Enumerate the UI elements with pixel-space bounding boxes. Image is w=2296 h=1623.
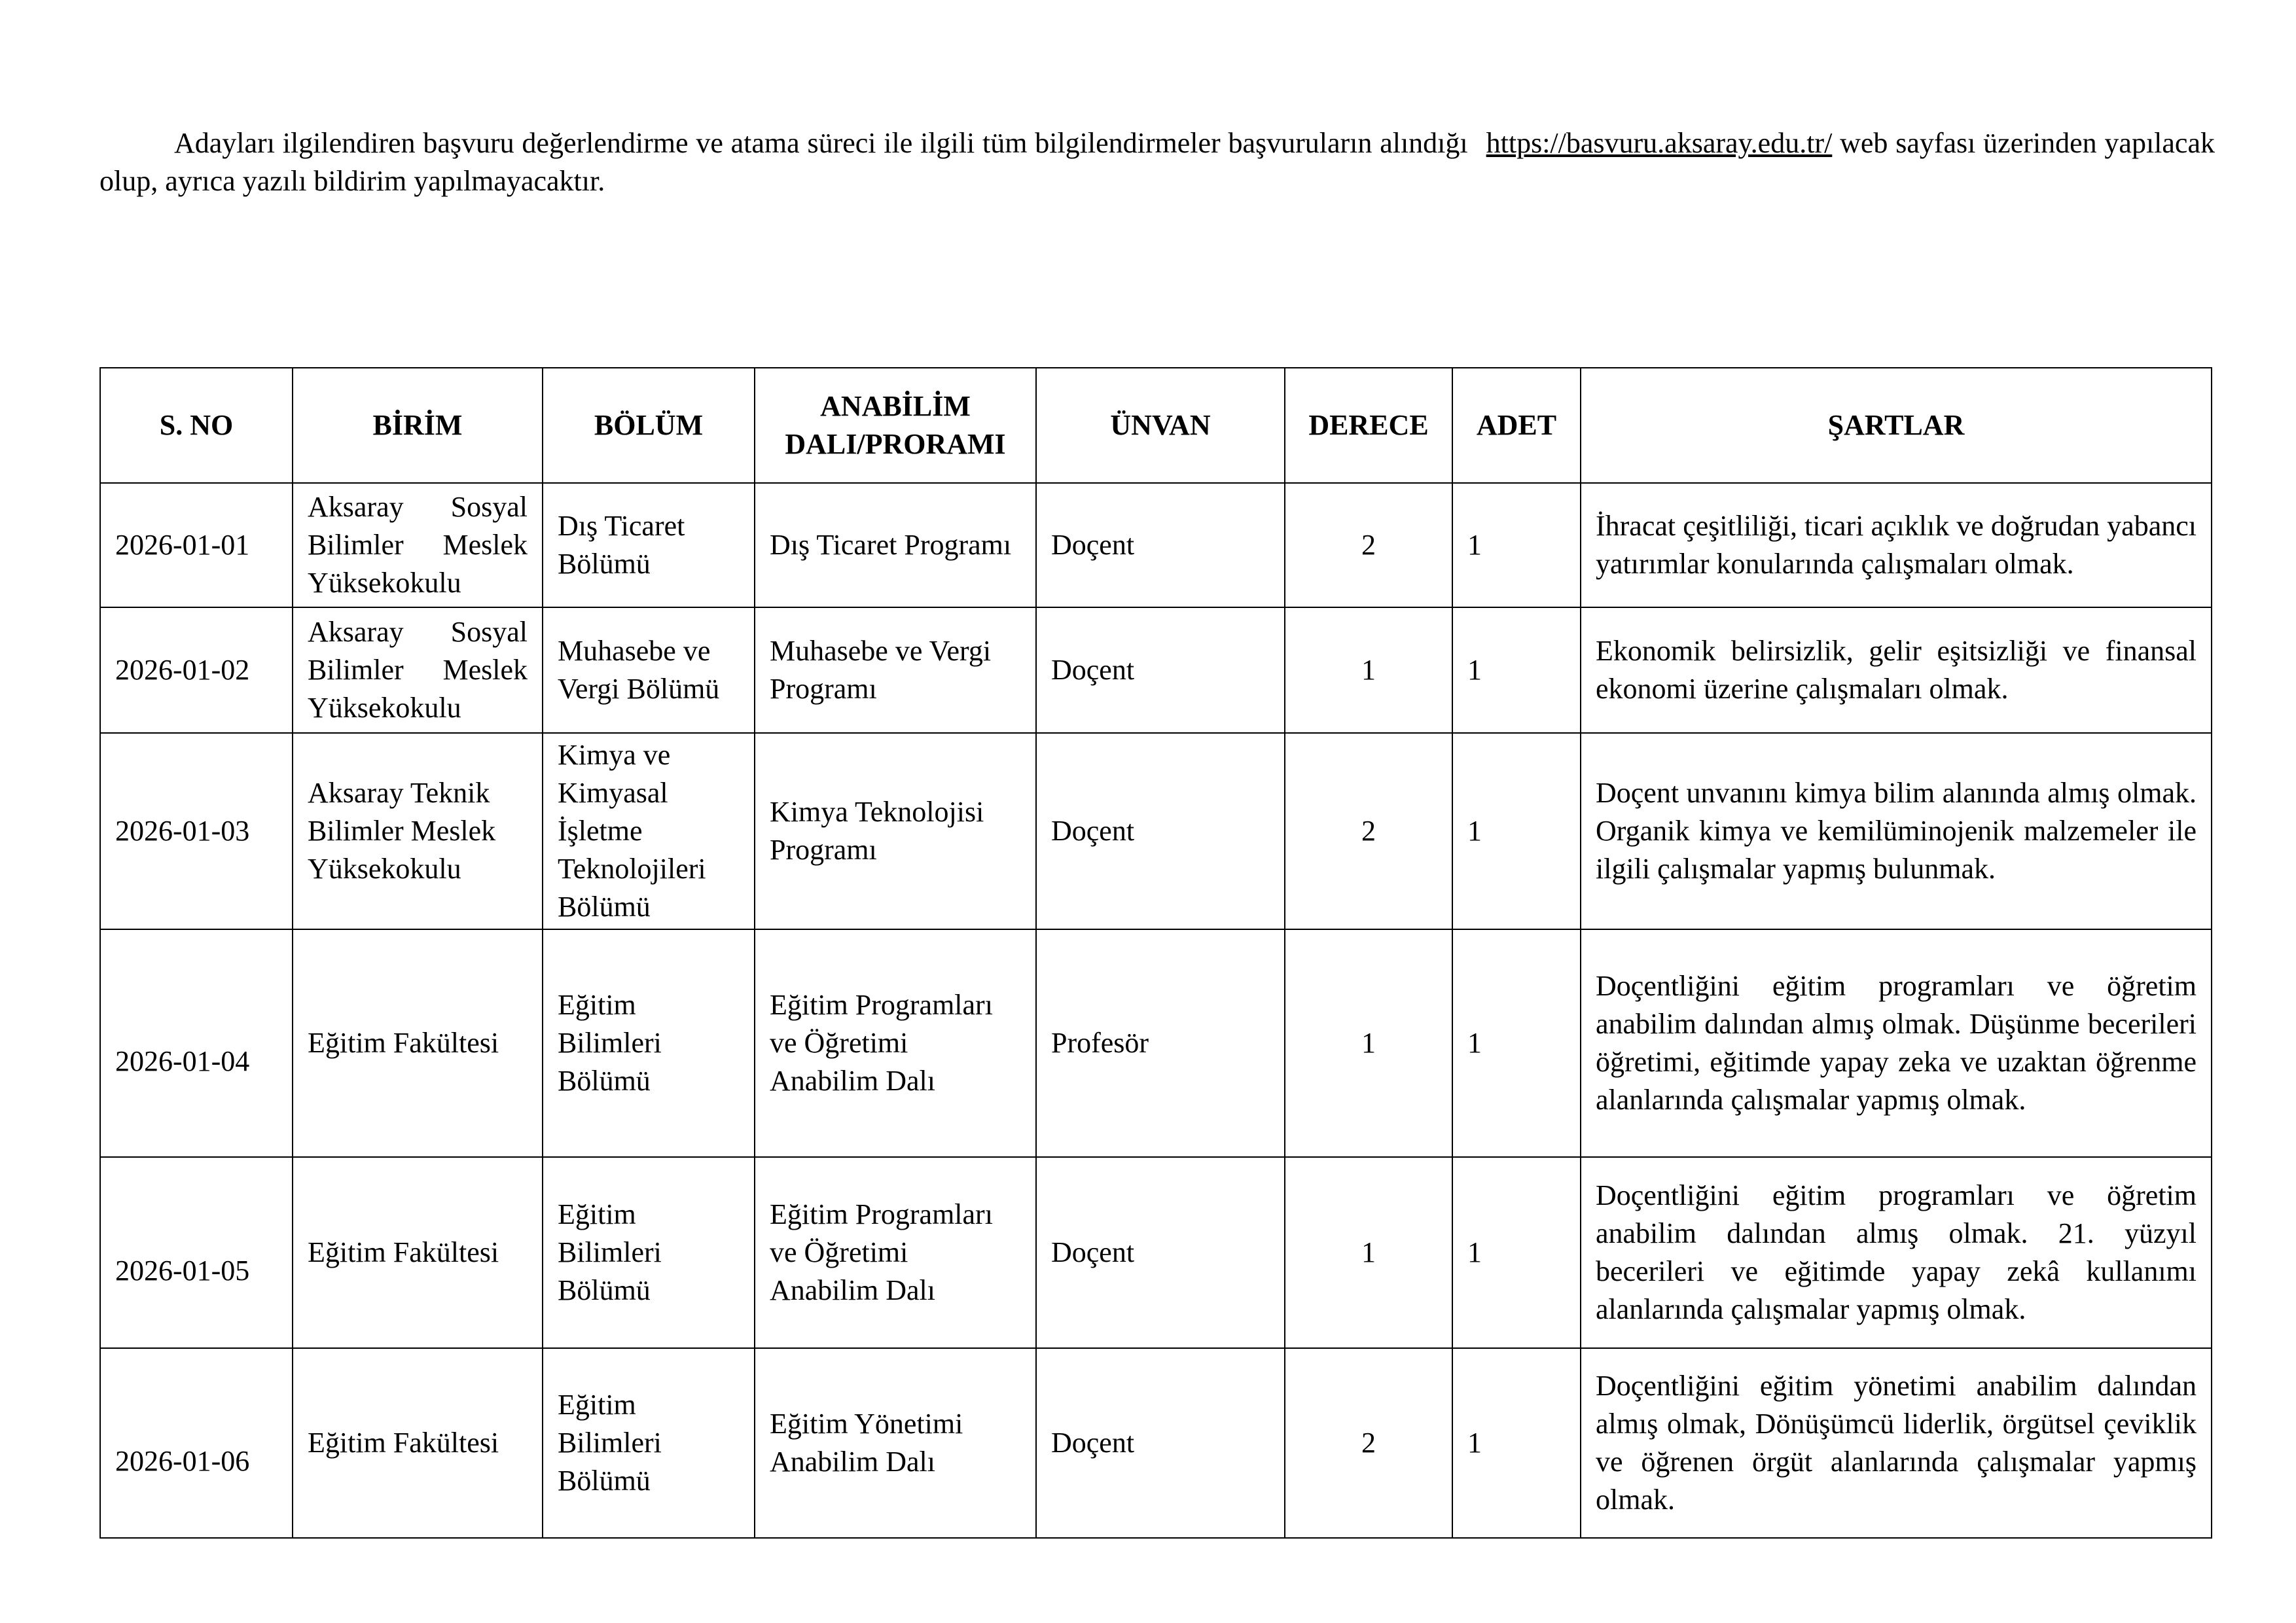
cell-birim: Eğitim Fakültesi bbox=[293, 1348, 543, 1538]
table-row bbox=[100, 1157, 2212, 1348]
cell-anabilim: Eğitim Programları ve Öğretimi Anabilim Dalı bbox=[755, 929, 1036, 1157]
cell-birim: Aksaray Sosyal Bilimler Meslek Yüksekokulu bbox=[293, 483, 543, 607]
cell-sno: 2026-01-05 bbox=[100, 1157, 293, 1348]
intro-text: Adayları ilgilendiren başvuru değerlendirme ve atama süreci ile ilgili tüm bilgilendirmeler başvuruların alındığı bbox=[174, 127, 1468, 159]
table-row bbox=[100, 483, 2212, 607]
cell-bolum: Eğitim Bilimleri Bölümü bbox=[543, 929, 755, 1157]
cell-adet: 1 bbox=[1452, 1348, 1581, 1538]
cell-unvan: Doçent bbox=[1036, 733, 1285, 929]
cell-anabilim: Dış Ticaret Programı bbox=[755, 483, 1036, 607]
cell-derece: 1 bbox=[1285, 607, 1452, 733]
header-adet: ADET bbox=[1452, 368, 1581, 483]
header-derece: DERECE bbox=[1285, 368, 1452, 483]
cell-unvan: Doçent bbox=[1036, 483, 1285, 607]
cell-birim: Aksaray Teknik Bilimler Meslek Yüksekokulu bbox=[293, 733, 543, 929]
intro-paragraph bbox=[99, 124, 2215, 200]
header-birim: BİRİM bbox=[293, 368, 543, 483]
cell-bolum: Eğitim Bilimleri Bölümü bbox=[543, 1157, 755, 1348]
cell-adet: 1 bbox=[1452, 1157, 1581, 1348]
cell-unvan: Doçent bbox=[1036, 1348, 1285, 1538]
table-row bbox=[100, 607, 2212, 733]
cell-birim: Eğitim Fakültesi bbox=[293, 1157, 543, 1348]
positions-table bbox=[99, 367, 2212, 1539]
cell-adet: 1 bbox=[1452, 929, 1581, 1157]
cell-unvan: Doçent bbox=[1036, 607, 1285, 733]
cell-birim: Eğitim Fakültesi bbox=[293, 929, 543, 1157]
cell-sartlar: Doçentliğini eğitim yönetimi anabilim dalından almış olmak, Dönüşümcü liderlik, örgütsel çeviklik ve öğrenen örgüt alanlarında çalışmalar yapmış olmak. bbox=[1581, 1348, 2212, 1538]
cell-derece: 1 bbox=[1285, 1157, 1452, 1348]
cell-bolum: Kimya ve Kimyasal İşletme Teknolojileri Bölümü bbox=[543, 733, 755, 929]
cell-sno: 2026-01-03 bbox=[100, 733, 293, 929]
cell-bolum: Dış Ticaret Bölümü bbox=[543, 483, 755, 607]
header-unvan: ÜNVAN bbox=[1036, 368, 1285, 483]
cell-sartlar: İhracat çeşitliliği, ticari açıklık ve doğrudan yabancı yatırımlar konularında çalışmaları olmak. bbox=[1581, 483, 2212, 607]
cell-adet: 1 bbox=[1452, 483, 1581, 607]
cell-anabilim: Eğitim Programları ve Öğretimi Anabilim Dalı bbox=[755, 1157, 1036, 1348]
cell-birim: Aksaray Sosyal Bilimler Meslek Yüksekokulu bbox=[293, 607, 543, 733]
cell-bolum: Eğitim Bilimleri Bölümü bbox=[543, 1348, 755, 1538]
table-row bbox=[100, 1348, 2212, 1538]
cell-anabilim: Muhasebe ve Vergi Programı bbox=[755, 607, 1036, 733]
cell-unvan: Doçent bbox=[1036, 1157, 1285, 1348]
cell-anabilim: Kimya Teknolojisi Programı bbox=[755, 733, 1036, 929]
cell-anabilim: Eğitim Yönetimi Anabilim Dalı bbox=[755, 1348, 1036, 1538]
header-bolum: BÖLÜM bbox=[543, 368, 755, 483]
cell-sartlar: Doçent unvanını kimya bilim alanında almış olmak. Organik kimya ve kemilüminojenik malzemeler ile ilgili çalışmalar yapmış bulunmak. bbox=[1581, 733, 2212, 929]
cell-derece: 2 bbox=[1285, 1348, 1452, 1538]
cell-derece: 2 bbox=[1285, 483, 1452, 607]
cell-sno: 2026-01-04 bbox=[100, 929, 293, 1157]
cell-sno: 2026-01-06 bbox=[100, 1348, 293, 1538]
table-header-row bbox=[100, 368, 2212, 483]
header-sno: S. NO bbox=[100, 368, 293, 483]
intro-text-end: web sayfası üzerinden yapılacak olup, ayrıca yazılı bildirim yapılmayacaktır. bbox=[99, 127, 2215, 197]
cell-adet: 1 bbox=[1452, 733, 1581, 929]
table-row bbox=[100, 733, 2212, 929]
cell-unvan: Profesör bbox=[1036, 929, 1285, 1157]
cell-derece: 2 bbox=[1285, 733, 1452, 929]
cell-sartlar: Doçentliğini eğitim programları ve öğretim anabilim dalından almış olmak. Düşünme becerileri öğretimi, eğitimde yapay zeka ve uzaktan öğrenme alanlarında çalışmalar yapmış olmak. bbox=[1581, 929, 2212, 1157]
cell-sartlar: Doçentliğini eğitim programları ve öğretim anabilim dalından almış olmak. 21. yüzyıl becerileri ve eğitimde yapay zekâ kullanımı alanlarında çalışmalar yapmış olmak. bbox=[1581, 1157, 2212, 1348]
cell-sno: 2026-01-01 bbox=[100, 483, 293, 607]
table-row bbox=[100, 929, 2212, 1157]
header-anabilim: ANABİLİM DALI/PRORAMI bbox=[755, 368, 1036, 483]
cell-adet: 1 bbox=[1452, 607, 1581, 733]
cell-sno: 2026-01-02 bbox=[100, 607, 293, 733]
cell-derece: 1 bbox=[1285, 929, 1452, 1157]
application-website-link[interactable]: https://basvuru.aksaray.edu.tr/ bbox=[1486, 127, 1833, 159]
cell-sartlar: Ekonomik belirsizlik, gelir eşitsizliği ve finansal ekonomi üzerine çalışmaları olmak. bbox=[1581, 607, 2212, 733]
header-sartlar: ŞARTLAR bbox=[1581, 368, 2212, 483]
cell-bolum: Muhasebe ve Vergi Bölümü bbox=[543, 607, 755, 733]
